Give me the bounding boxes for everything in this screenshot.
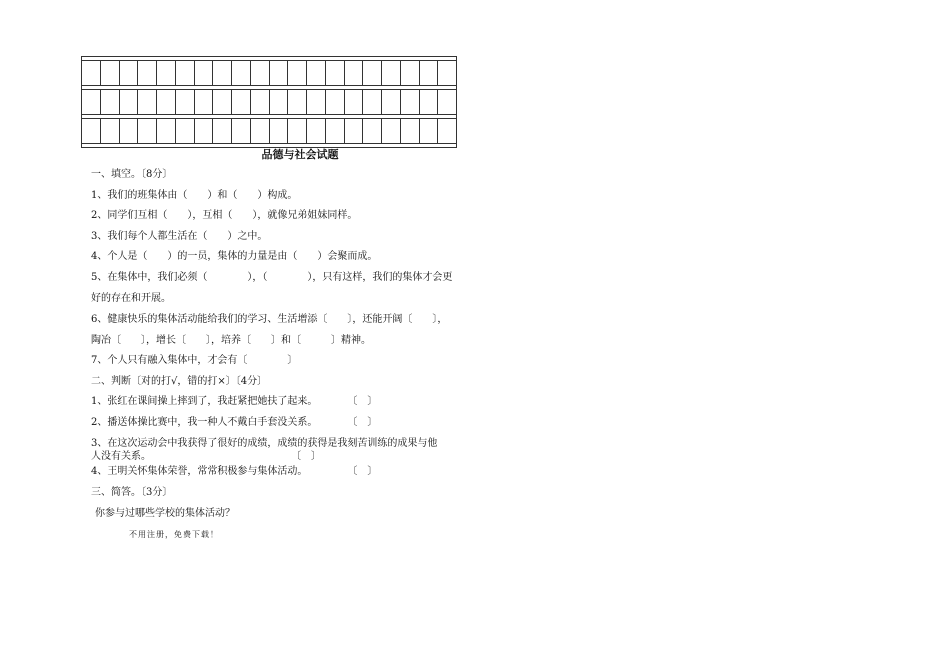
short-answer-question: 你参与过哪些学校的集体活动？ (95, 508, 235, 519)
judgment-line: 4、王明关怀集体荣誉，常常积极参与集体活动。 〔 〕 (91, 466, 378, 477)
question-line: 1、我们的班集体由（ ）和（ ）构成。 (91, 190, 298, 201)
writing-grid (81, 56, 457, 148)
grid-row (81, 90, 457, 114)
judgment-line: 3、在这次运动会中我获得了很好的成绩，成绩的获得是我刻苦训练的成果与他 (91, 438, 438, 449)
question-line: 7、个人只有融入集体中，才会有〔 〕 (91, 355, 298, 366)
section-heading-judgment: 二、判断〔对的打√，错的打×〕〔4分〕 (91, 376, 268, 387)
judgment-line: 2、播送体操比赛中，我一种人不戴白手套没关系。 〔 〕 (91, 417, 378, 428)
page-title: 品德与社会试题 (261, 148, 339, 161)
section-heading-short-answer: 三、简答。〔3分〕 (91, 487, 173, 498)
grid-row (81, 119, 457, 143)
judgment-line: 人没有关系。 〔 〕 (91, 451, 321, 462)
question-line: 3、我们每个人都生活在（ ）之中。 (91, 231, 268, 242)
question-line: 5、在集体中，我们必须（ ），（ ），只有这样，我们的集体才会更 (91, 272, 453, 283)
question-line: 2、同学们互相（ ），互相（ ），就像兄弟姐妹同样。 (91, 210, 358, 221)
judgment-line: 1、张红在课间操上摔到了，我赶紧把她扶了起来。 〔 〕 (91, 396, 378, 407)
grid-row (81, 61, 457, 85)
question-line: 陶冶〔 〕，增长〔 〕，培养〔 〕和〔 〕精神。 (91, 335, 371, 346)
footer-note: 不用注册，免费下载！ (129, 530, 219, 539)
section-heading-fill-blank: 一、填空。〔8分〕 (91, 169, 173, 180)
question-line: 6、健康快乐的集体活动能给我们的学习、生活增添〔 〕，还能开阔〔 〕， (91, 314, 448, 325)
question-line: 4、个人是（ ）的一员，集体的力量是由（ ）会聚而成。 (91, 251, 378, 262)
question-line: 好的存在和开展。 (91, 293, 171, 304)
